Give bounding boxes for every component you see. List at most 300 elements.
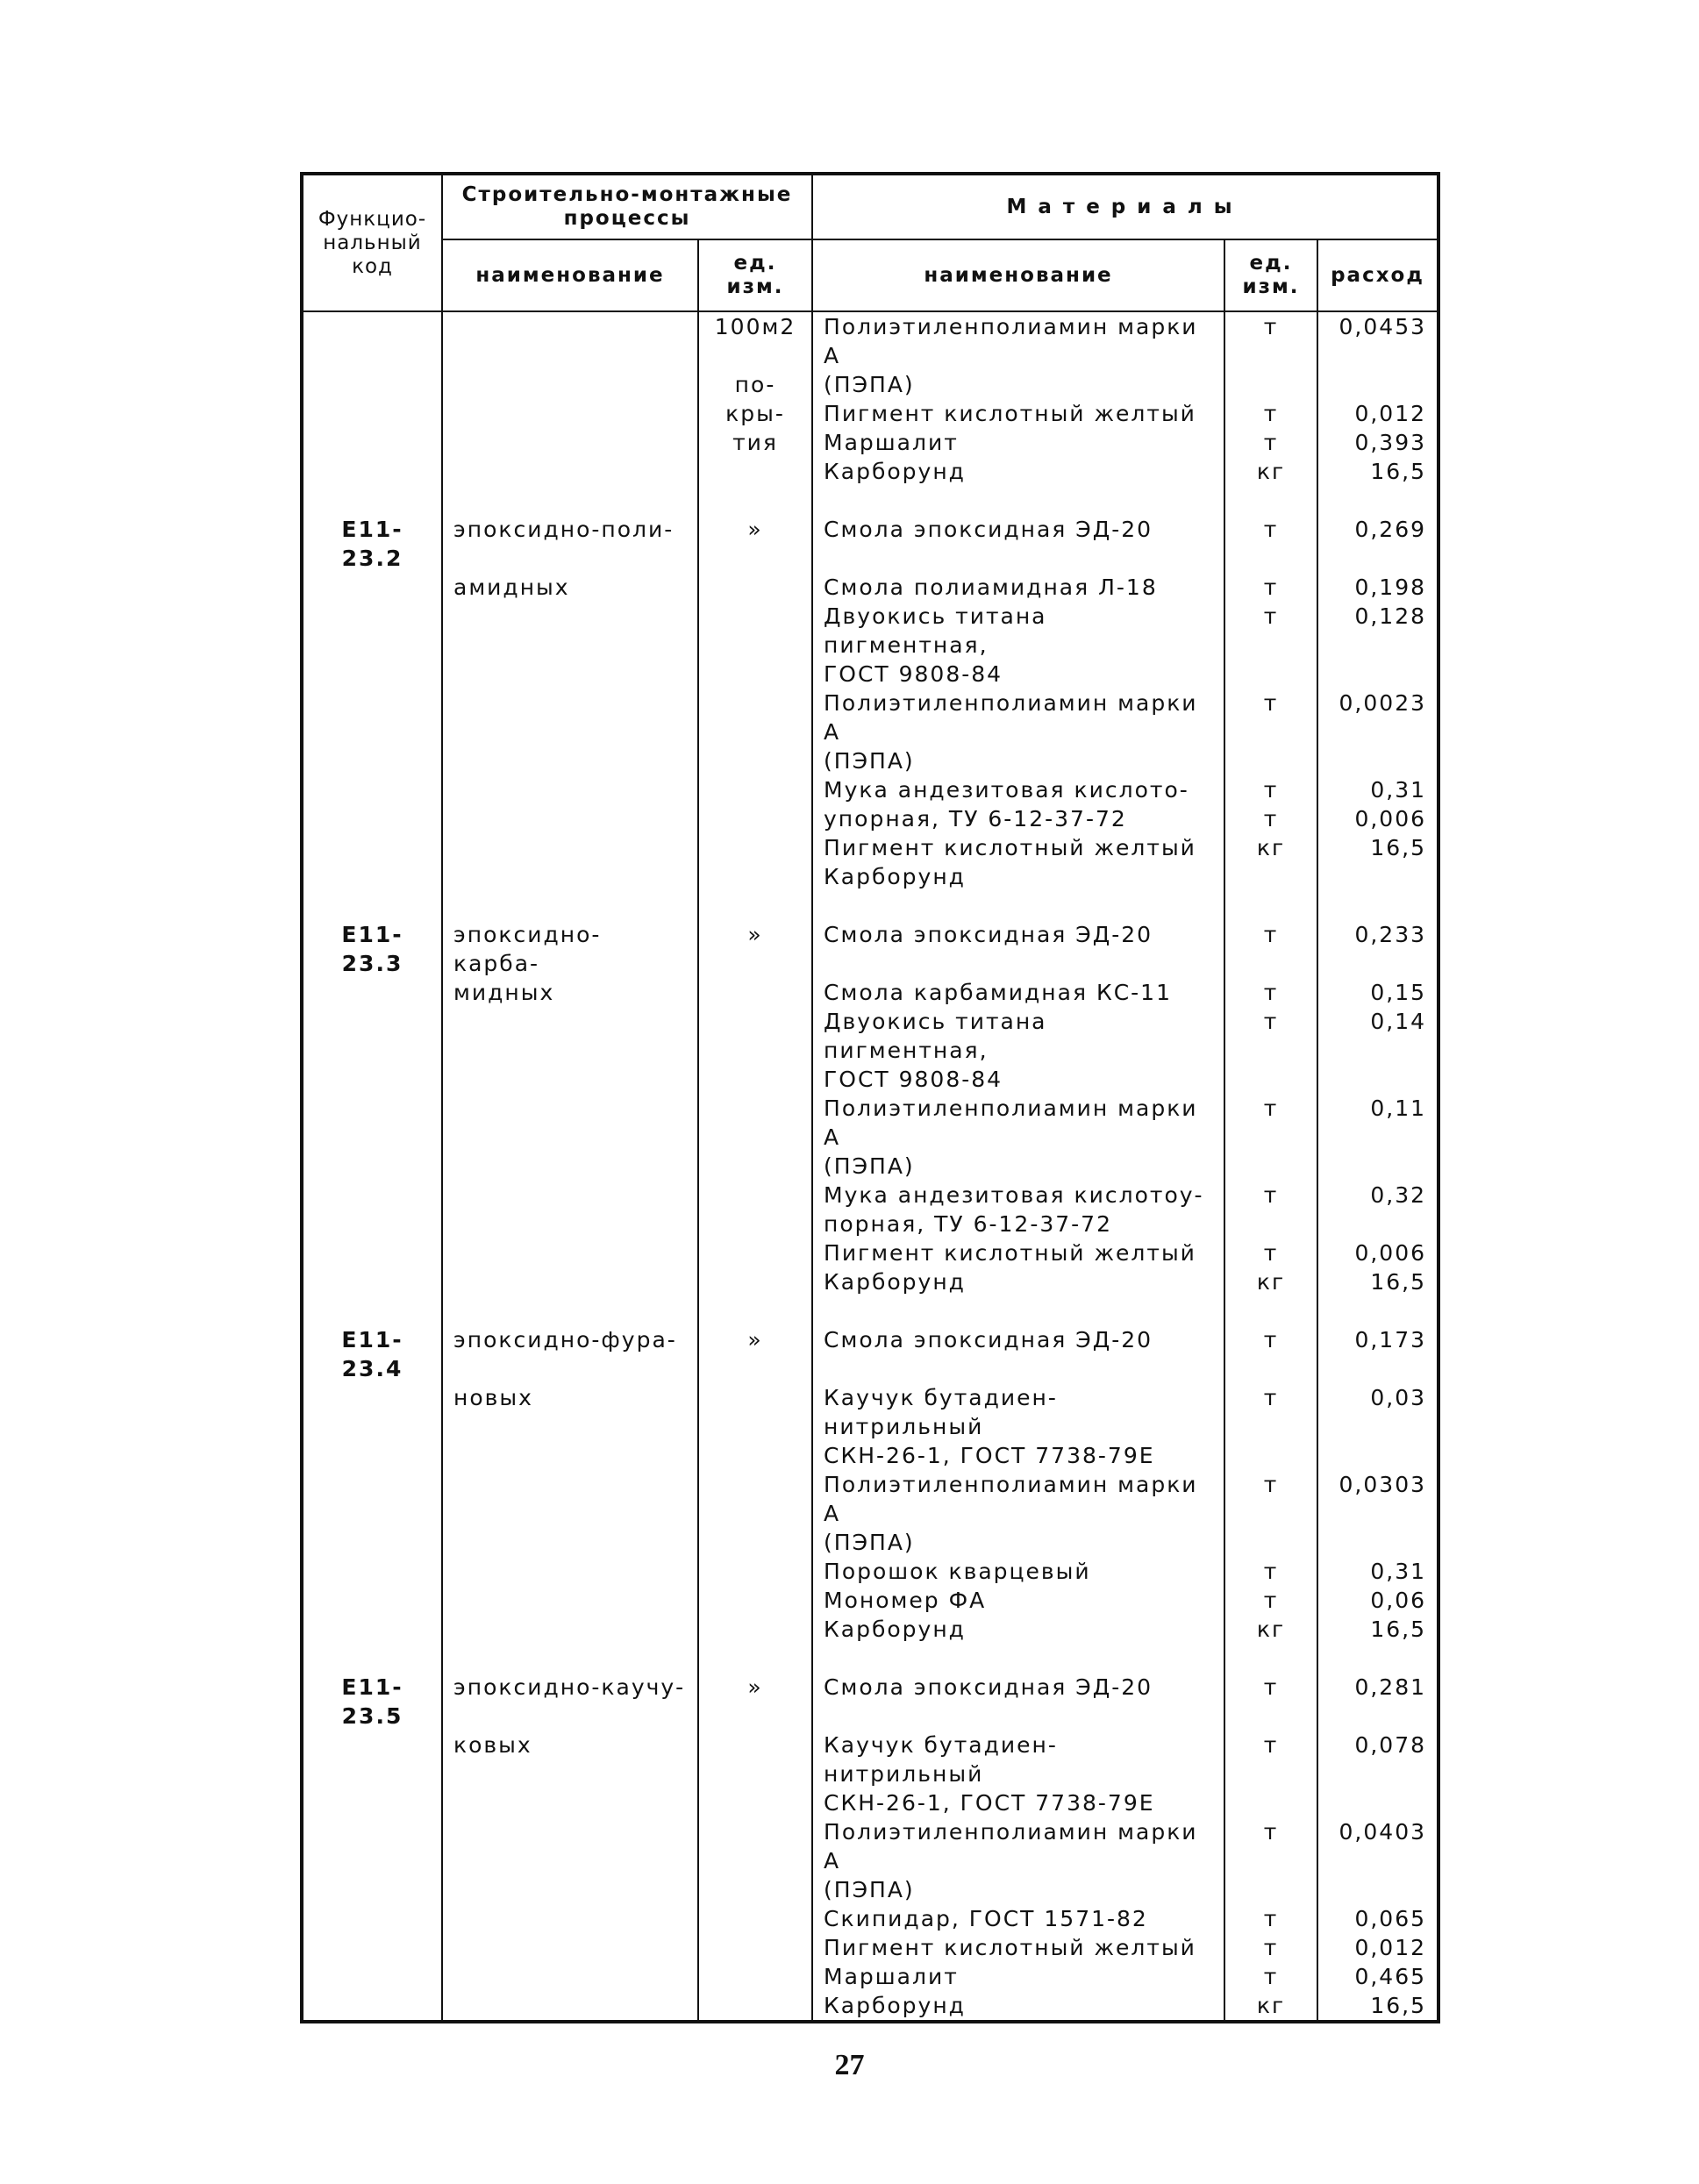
table-row [302, 573, 1438, 602]
functional-code-cell [302, 833, 442, 862]
process-unit-cell [698, 978, 812, 1007]
table-row [302, 833, 1438, 862]
material-unit-cell: т [1224, 573, 1317, 602]
table-row [302, 1383, 1438, 1441]
material-consumption-cell: 0,198 [1317, 573, 1438, 602]
material-consumption-cell: 0,078 [1317, 1731, 1438, 1788]
functional-code-cell [302, 1904, 442, 1933]
material-unit-cell [1224, 746, 1317, 775]
material-consumption-cell: 0,281 [1317, 1673, 1438, 1731]
process-unit-cell [698, 862, 812, 891]
table-row [302, 1904, 1438, 1933]
functional-code-cell [302, 573, 442, 602]
table-body [302, 311, 1438, 2022]
material-name-cell: Карборунд [812, 1991, 1224, 2022]
material-consumption-cell: 0,31 [1317, 775, 1438, 804]
spacer-cell [302, 1644, 442, 1673]
spacer-cell [1224, 1644, 1317, 1673]
material-consumption-cell: 0,465 [1317, 1962, 1438, 1991]
material-unit-cell [1224, 1788, 1317, 1817]
material-name-cell: Полиэтиленполиамин марки А [812, 1094, 1224, 1152]
spacer-cell [302, 486, 442, 515]
functional-code-cell [302, 1933, 442, 1962]
process-name-cell [442, 862, 698, 891]
process-name-cell [442, 1557, 698, 1586]
material-consumption-cell: 0,0453 [1317, 311, 1438, 370]
material-name-cell: Пигмент кислотный желтый [812, 1238, 1224, 1267]
material-consumption-cell: 16,5 [1317, 1991, 1438, 2022]
material-unit-cell: кг [1224, 1615, 1317, 1644]
material-consumption-cell: 0,393 [1317, 428, 1438, 457]
material-consumption-cell: 16,5 [1317, 1267, 1438, 1296]
spacer-cell [1317, 486, 1438, 515]
process-unit-cell [698, 689, 812, 746]
table-row [302, 1586, 1438, 1615]
process-name-cell [442, 1470, 698, 1528]
material-name-cell: Карборунд [812, 1615, 1224, 1644]
material-unit-cell: т [1224, 1325, 1317, 1383]
process-unit-cell [698, 1817, 812, 1875]
table-row [302, 1238, 1438, 1267]
material-name-cell: ГОСТ 9808-84 [812, 660, 1224, 689]
material-unit-cell: кг [1224, 833, 1317, 862]
materials-table [300, 172, 1440, 2023]
functional-code-cell [302, 1210, 442, 1238]
process-unit-cell: тия [698, 428, 812, 457]
process-name-cell [442, 457, 698, 486]
process-unit-cell [698, 1528, 812, 1557]
spacer-cell [698, 891, 812, 920]
functional-code-cell [302, 1152, 442, 1181]
functional-code-cell [302, 1615, 442, 1644]
material-consumption-cell [1317, 862, 1438, 891]
material-consumption-cell: 0,269 [1317, 515, 1438, 573]
functional-code-cell: Е11-23.4 [302, 1325, 442, 1383]
spacer-cell [812, 891, 1224, 920]
functional-code-cell [302, 862, 442, 891]
material-name-cell: Пигмент кислотный желтый [812, 1933, 1224, 1962]
process-name-cell [442, 428, 698, 457]
table-row [302, 1065, 1438, 1094]
table-row [302, 457, 1438, 486]
header-process-unit: ед. изм. [698, 239, 812, 311]
material-consumption-cell: 16,5 [1317, 1615, 1438, 1644]
process-unit-cell [698, 1267, 812, 1296]
process-name-cell [442, 1962, 698, 1991]
material-consumption-cell: 0,15 [1317, 978, 1438, 1007]
header-process-name: наименование [442, 239, 698, 311]
material-unit-cell [1224, 1441, 1317, 1470]
material-unit-cell: т [1224, 1383, 1317, 1441]
material-consumption-cell: 0,012 [1317, 1933, 1438, 1962]
process-name-cell: эпоксидно-фура- [442, 1325, 698, 1383]
spacer-cell [442, 486, 698, 515]
functional-code-cell [302, 1962, 442, 1991]
process-name-cell [442, 1528, 698, 1557]
functional-code-cell [302, 1470, 442, 1528]
spacer-cell [302, 1296, 442, 1325]
process-unit-cell [698, 1615, 812, 1644]
process-name-cell [442, 1181, 698, 1210]
spacer-row [302, 1296, 1438, 1325]
spacer-row [302, 486, 1438, 515]
functional-code-cell [302, 1238, 442, 1267]
material-consumption-cell [1317, 1441, 1438, 1470]
functional-code-cell [302, 602, 442, 660]
material-consumption-cell: 0,233 [1317, 920, 1438, 978]
material-unit-cell: т [1224, 1673, 1317, 1731]
process-unit-cell: » [698, 1673, 812, 1731]
process-unit-cell [698, 804, 812, 833]
process-unit-cell [698, 602, 812, 660]
material-consumption-cell [1317, 1152, 1438, 1181]
material-unit-cell: т [1224, 515, 1317, 573]
process-name-cell [442, 804, 698, 833]
material-unit-cell: т [1224, 1181, 1317, 1210]
process-name-cell [442, 1991, 698, 2022]
spacer-cell [1317, 1644, 1438, 1673]
process-name-cell [442, 1933, 698, 1962]
functional-code-cell [302, 1267, 442, 1296]
header-material-unit: ед. изм. [1224, 239, 1317, 311]
material-consumption-cell: 0,0303 [1317, 1470, 1438, 1528]
spacer-cell [812, 486, 1224, 515]
process-name-cell [442, 1238, 698, 1267]
material-unit-cell: т [1224, 804, 1317, 833]
functional-code-cell [302, 1557, 442, 1586]
material-consumption-cell: 0,31 [1317, 1557, 1438, 1586]
process-name-cell [442, 1586, 698, 1615]
material-unit-cell: т [1224, 1933, 1317, 1962]
table-row [302, 689, 1438, 746]
process-name-cell: новых [442, 1383, 698, 1441]
functional-code-cell [302, 689, 442, 746]
process-unit-cell [698, 1238, 812, 1267]
material-consumption-cell: 16,5 [1317, 833, 1438, 862]
material-name-cell: Маршалит [812, 428, 1224, 457]
process-name-cell: эпоксидно-каучу- [442, 1673, 698, 1731]
process-unit-cell: 100м2 [698, 311, 812, 370]
spacer-cell [812, 1644, 1224, 1673]
material-name-cell: Мука андезитовая кислото- [812, 775, 1224, 804]
process-unit-cell [698, 1904, 812, 1933]
functional-code-cell: Е11-23.2 [302, 515, 442, 573]
process-name-cell [442, 1267, 698, 1296]
material-unit-cell: т [1224, 775, 1317, 804]
process-unit-cell [698, 746, 812, 775]
material-consumption-cell: 0,06 [1317, 1586, 1438, 1615]
material-consumption-cell [1317, 746, 1438, 775]
table-row [302, 428, 1438, 457]
functional-code-cell [302, 775, 442, 804]
functional-code-cell [302, 428, 442, 457]
material-name-cell: Полиэтиленполиамин марки А [812, 1817, 1224, 1875]
functional-code-cell [302, 1817, 442, 1875]
spacer-cell [1317, 1296, 1438, 1325]
process-unit-cell [698, 1991, 812, 2022]
material-name-cell: ГОСТ 9808-84 [812, 1065, 1224, 1094]
process-unit-cell: кры- [698, 399, 812, 428]
material-name-cell: СКН-26-1, ГОСТ 7738-79Е [812, 1441, 1224, 1470]
spacer-cell [442, 891, 698, 920]
process-unit-cell [698, 1788, 812, 1817]
material-unit-cell [1224, 370, 1317, 399]
process-name-cell: мидных [442, 978, 698, 1007]
material-name-cell: Смола эпоксидная ЭД-20 [812, 920, 1224, 978]
material-name-cell: (ПЭПА) [812, 1152, 1224, 1181]
process-name-cell [442, 1065, 698, 1094]
table-row [302, 515, 1438, 573]
process-unit-cell [698, 1007, 812, 1065]
material-unit-cell: т [1224, 1094, 1317, 1152]
functional-code-cell: Е11-23.3 [302, 920, 442, 978]
functional-code-cell [302, 746, 442, 775]
material-unit-cell [1224, 660, 1317, 689]
material-name-cell: Смола полиамидная Л-18 [812, 573, 1224, 602]
functional-code-cell: Е11-23.5 [302, 1673, 442, 1731]
material-consumption-cell: 0,0403 [1317, 1817, 1438, 1875]
material-name-cell: Смола эпоксидная ЭД-20 [812, 1673, 1224, 1731]
process-unit-cell [698, 1731, 812, 1788]
process-unit-cell [698, 1152, 812, 1181]
table-row [302, 1325, 1438, 1383]
material-name-cell: Скипидар, ГОСТ 1571-82 [812, 1904, 1224, 1933]
process-unit-cell [698, 1094, 812, 1152]
process-unit-cell: » [698, 1325, 812, 1383]
table-row [302, 1875, 1438, 1904]
material-unit-cell [1224, 1528, 1317, 1557]
process-name-cell: эпоксидно-поли- [442, 515, 698, 573]
material-name-cell: Каучук бутадиен-нитрильный [812, 1383, 1224, 1441]
material-unit-cell [1224, 1210, 1317, 1238]
table-row [302, 602, 1438, 660]
table-row [302, 1731, 1438, 1788]
process-name-cell [442, 399, 698, 428]
material-consumption-cell: 0,03 [1317, 1383, 1438, 1441]
table-row [302, 311, 1438, 370]
table-row [302, 1933, 1438, 1962]
material-unit-cell: т [1224, 428, 1317, 457]
material-name-cell: Маршалит [812, 1962, 1224, 1991]
process-name-cell [442, 833, 698, 862]
table-row [302, 1181, 1438, 1210]
material-unit-cell: т [1224, 1731, 1317, 1788]
material-name-cell: (ПЭПА) [812, 1875, 1224, 1904]
functional-code-cell [302, 370, 442, 399]
material-name-cell: Карборунд [812, 457, 1224, 486]
spacer-row [302, 1644, 1438, 1673]
process-name-cell [442, 1094, 698, 1152]
material-name-cell: Порошок кварцевый [812, 1557, 1224, 1586]
material-consumption-cell [1317, 1210, 1438, 1238]
process-unit-cell [698, 1181, 812, 1210]
process-unit-cell [698, 1586, 812, 1615]
material-name-cell: (ПЭПА) [812, 1528, 1224, 1557]
functional-code-cell [302, 1528, 442, 1557]
material-name-cell: Карборунд [812, 862, 1224, 891]
material-consumption-cell [1317, 1875, 1438, 1904]
material-unit-cell: т [1224, 311, 1317, 370]
material-consumption-cell: 0,128 [1317, 602, 1438, 660]
material-consumption-cell: 0,065 [1317, 1904, 1438, 1933]
process-unit-cell [698, 1470, 812, 1528]
table-row [302, 775, 1438, 804]
spacer-cell [698, 1296, 812, 1325]
functional-code-cell [302, 804, 442, 833]
material-unit-cell: т [1224, 1817, 1317, 1875]
process-unit-cell: » [698, 920, 812, 978]
material-consumption-cell: 0,006 [1317, 1238, 1438, 1267]
material-consumption-cell [1317, 1528, 1438, 1557]
spacer-cell [698, 486, 812, 515]
table-row [302, 1094, 1438, 1152]
material-name-cell: Мономер ФА [812, 1586, 1224, 1615]
material-name-cell: упорная, ТУ 6-12-37-72 [812, 804, 1224, 833]
material-name-cell: (ПЭПА) [812, 370, 1224, 399]
material-name-cell: Мука андезитовая кислотоу- [812, 1181, 1224, 1210]
header-construction-processes: Строительно-монтажные процессы [442, 174, 812, 239]
process-name-cell [442, 602, 698, 660]
process-name-cell [442, 660, 698, 689]
material-unit-cell: т [1224, 1586, 1317, 1615]
material-consumption-cell: 0,006 [1317, 804, 1438, 833]
process-unit-cell: по- [698, 370, 812, 399]
process-name-cell [442, 1904, 698, 1933]
material-name-cell: (ПЭПА) [812, 746, 1224, 775]
material-unit-cell: т [1224, 602, 1317, 660]
functional-code-cell [302, 1875, 442, 1904]
spacer-cell [698, 1644, 812, 1673]
material-consumption-cell: 0,11 [1317, 1094, 1438, 1152]
functional-code-cell [302, 1181, 442, 1210]
material-name-cell: Полиэтиленполиамин марки А [812, 689, 1224, 746]
material-unit-cell [1224, 1875, 1317, 1904]
process-name-cell: амидных [442, 573, 698, 602]
functional-code-cell [302, 457, 442, 486]
process-name-cell: ковых [442, 1731, 698, 1788]
material-name-cell: Двуокись титана пигментная, [812, 1007, 1224, 1065]
material-consumption-cell: 0,012 [1317, 399, 1438, 428]
process-unit-cell [698, 457, 812, 486]
header-functional-code: Функцио-нальный код [302, 174, 442, 311]
process-unit-cell [698, 833, 812, 862]
process-name-cell [442, 775, 698, 804]
table-row [302, 399, 1438, 428]
material-name-cell: порная, ТУ 6-12-37-72 [812, 1210, 1224, 1238]
spacer-row [302, 891, 1438, 920]
material-consumption-cell: 16,5 [1317, 457, 1438, 486]
header-materials: Материалы [812, 174, 1438, 239]
material-unit-cell: т [1224, 1557, 1317, 1586]
header-material-consumption: расход [1317, 239, 1438, 311]
process-unit-cell [698, 1210, 812, 1238]
table-row [302, 1210, 1438, 1238]
material-unit-cell: т [1224, 1007, 1317, 1065]
table-row [302, 1007, 1438, 1065]
process-unit-cell [698, 1557, 812, 1586]
spacer-cell [442, 1296, 698, 1325]
functional-code-cell [302, 1065, 442, 1094]
spacer-cell [1224, 891, 1317, 920]
material-consumption-cell: 0,14 [1317, 1007, 1438, 1065]
functional-code-cell [302, 978, 442, 1007]
material-name-cell: Полиэтиленполиамин марки А [812, 1470, 1224, 1528]
material-name-cell: Смола эпоксидная ЭД-20 [812, 1325, 1224, 1383]
process-unit-cell [698, 1933, 812, 1962]
process-name-cell [442, 370, 698, 399]
process-unit-cell [698, 1383, 812, 1441]
table-row [302, 1962, 1438, 1991]
process-unit-cell [698, 660, 812, 689]
spacer-cell [1224, 486, 1317, 515]
process-name-cell [442, 1441, 698, 1470]
process-unit-cell: » [698, 515, 812, 573]
functional-code-cell [302, 1007, 442, 1065]
material-consumption-cell [1317, 1788, 1438, 1817]
material-name-cell: Смола эпоксидная ЭД-20 [812, 515, 1224, 573]
table-row [302, 1615, 1438, 1644]
spacer-cell [442, 1644, 698, 1673]
process-unit-cell [698, 1065, 812, 1094]
material-consumption-cell [1317, 1065, 1438, 1094]
process-unit-cell [698, 573, 812, 602]
table-row [302, 920, 1438, 978]
page-number: 27 [834, 2049, 865, 2081]
spacer-cell [812, 1296, 1224, 1325]
material-name-cell: Пигмент кислотный желтый [812, 833, 1224, 862]
material-unit-cell: кг [1224, 1267, 1317, 1296]
process-name-cell [442, 1007, 698, 1065]
material-unit-cell: т [1224, 1962, 1317, 1991]
table-row [302, 1528, 1438, 1557]
material-unit-cell: т [1224, 1470, 1317, 1528]
table-header [302, 174, 1438, 311]
functional-code-cell [302, 1586, 442, 1615]
material-consumption-cell [1317, 660, 1438, 689]
table-row [302, 1441, 1438, 1470]
functional-code-cell [302, 1094, 442, 1152]
process-name-cell [442, 1615, 698, 1644]
process-name-cell [442, 1210, 698, 1238]
functional-code-cell [302, 1788, 442, 1817]
table-row [302, 660, 1438, 689]
table-row [302, 1557, 1438, 1586]
material-unit-cell [1224, 1152, 1317, 1181]
spacer-cell [302, 891, 442, 920]
process-name-cell [442, 311, 698, 370]
table-row [302, 1817, 1438, 1875]
material-consumption-cell: 0,173 [1317, 1325, 1438, 1383]
material-name-cell: Пигмент кислотный желтый [812, 399, 1224, 428]
functional-code-cell [302, 1383, 442, 1441]
table-row [302, 1673, 1438, 1731]
functional-code-cell [302, 1441, 442, 1470]
table-row [302, 804, 1438, 833]
process-unit-cell [698, 1962, 812, 1991]
process-name-cell [442, 1817, 698, 1875]
material-unit-cell: т [1224, 1904, 1317, 1933]
functional-code-cell [302, 399, 442, 428]
material-consumption-cell: 0,32 [1317, 1181, 1438, 1210]
process-unit-cell [698, 775, 812, 804]
material-name-cell: Полиэтиленполиамин марки А [812, 311, 1224, 370]
table-row [302, 978, 1438, 1007]
table-row [302, 862, 1438, 891]
process-name-cell [442, 1875, 698, 1904]
material-name-cell: Смола карбамидная КС-11 [812, 978, 1224, 1007]
material-consumption-cell [1317, 370, 1438, 399]
material-unit-cell: т [1224, 920, 1317, 978]
